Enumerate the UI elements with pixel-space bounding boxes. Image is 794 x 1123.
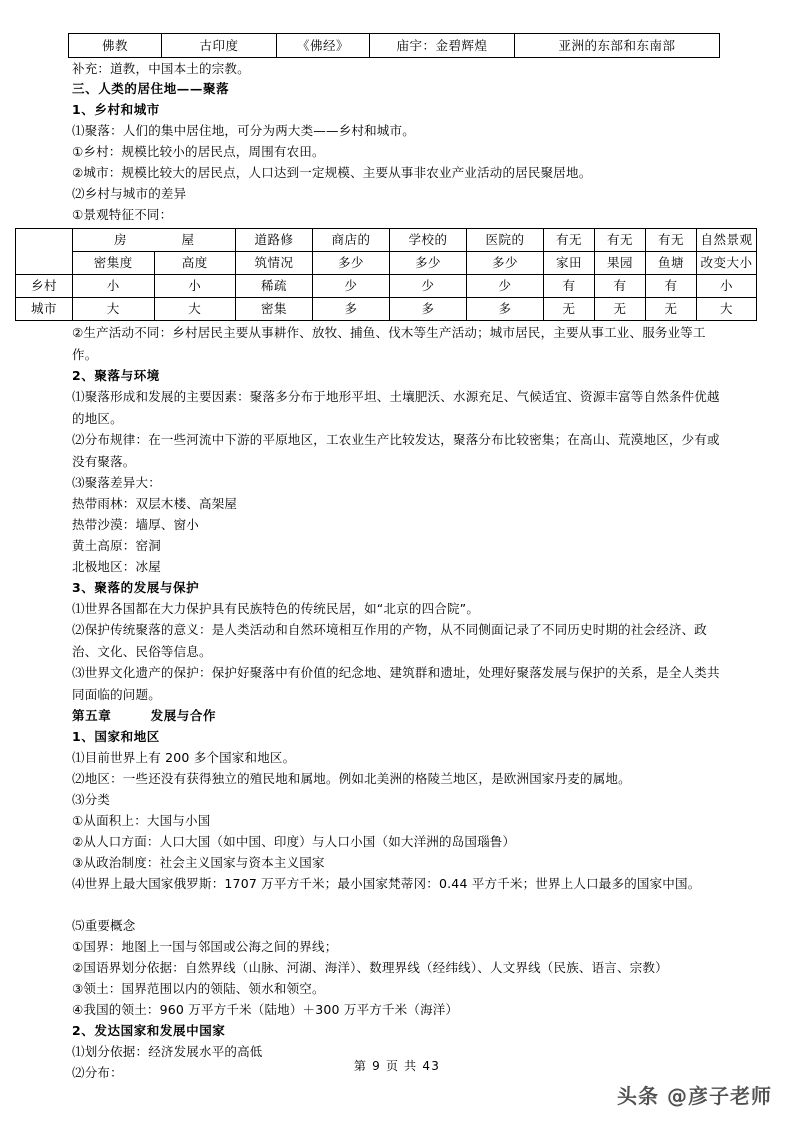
sec1-para-1 [72,120,728,142]
cell-city-height: 大 [154,298,236,321]
col-header-fishpond: 有无 [646,229,697,252]
cell-village-hospitals: 少 [467,275,544,298]
religion-scripture-cell: 《佛经》 [277,34,370,58]
sec3-para-2 [72,619,728,662]
col-header-schools: 学校的 [390,229,467,252]
sec2-p5-text: 热带沙漠：墙厚、窗小 [72,517,200,532]
col-header-hospitals: 医院的 [467,229,544,252]
religion-region-cell: 亚洲的东部和东南部 [515,34,720,58]
sec2-p3-text: ⑶聚落差异大： [72,475,161,490]
sec1-para-3 [72,162,728,184]
cell-city-schools: 多 [390,298,467,321]
sec3-para-1 [72,598,728,620]
sec1-p4-text: ⑵乡村与城市的差异 [72,186,187,201]
corner-cell [16,229,73,275]
col-subheader-farmland: 家田 [544,252,595,275]
watermark [617,1080,772,1109]
chapter5-title [72,705,728,727]
cell-village-height: 小 [154,275,236,298]
sec3-p3-text: ⑶世界文化遗产的保护：保护好聚落中有价值的纪念地、建筑群和遗址，处理好聚落发展与保护的关系，是全人类共同面临的问题。 [72,665,720,702]
ch5-sec2-p1-text: ⑴划分依据：经济发展水平的高低 [72,1044,263,1059]
sec2-p1-text: ⑴聚落形成和发展的主要因素：聚落多分布于地形平坦、土壤肥沃、水源充足、气候适宜、资源丰富等自然条件优越的地区。 [72,389,720,426]
house-group-label: 房 屋 [113,232,204,248]
cell-village-road: 稀疏 [236,275,313,298]
sec2-p2-text: ⑵分布规律：在一些河流中下游的平原地区，工农业生产比较发达，聚落分布比较密集；在高山、荒漠地区，少有或没有聚落。 [72,432,720,469]
ch5-p9-text: ①国界：地图上一国与邻国或公海之间的界线； [72,939,338,954]
cell-city-fishpond: 无 [646,298,697,321]
ch5-sec1-title [72,726,728,748]
sec3-p2-text: ⑵保护传统聚落的意义：是人类活动和自然环境相互作用的产物，从不同侧面记录了不同历史时期的社会经济、政治、文化、民俗等信息。 [72,622,708,659]
cell-village-landscape: 小 [697,275,757,298]
ch5-para-2 [72,768,728,790]
house-group-header [73,229,236,252]
sec2-para-2 [72,429,728,472]
sec1-para-6 [72,322,728,365]
ch5-para-10 [72,957,752,979]
sec1-title-text: 1、乡村和城市 [72,102,160,117]
col-subheader-orchard: 果园 [595,252,646,275]
sec2-para-4 [72,493,728,515]
cell-city-orchard: 无 [595,298,646,321]
ch5-p10-text: ②国语界划分依据：自然界线（山脉、河湖、海洋）、数理界线（经纬线）、人文界线（民族、语言、宗教） [72,960,668,975]
sec3-title [72,577,728,599]
cell-village-orchard: 有 [595,275,646,298]
sec2-title [72,365,728,387]
sec2-para-3 [72,472,728,494]
table-header-row-top [16,229,757,252]
cell-city-road: 密集 [236,298,313,321]
cell-city-landscape: 大 [697,298,757,321]
religion-name-cell: 佛教 [69,34,162,58]
col-header-orchard: 有无 [595,229,646,252]
ch5-para-9 [72,936,728,958]
ch5-para-8 [72,915,728,937]
col-subheader-fishpond: 鱼塘 [646,252,697,275]
ch5-sec2-title [72,1020,728,1042]
sec2-p7-text: 北极地区：冰屋 [72,559,161,574]
religion-origin-cell: 古印度 [162,34,277,58]
cell-village-schools: 少 [390,275,467,298]
cell-village-fishpond: 有 [646,275,697,298]
ch5-p2-text: ⑵地区：一些还没有获得独立的殖民地和属地。例如北美洲的格陵兰地区，是欧洲国家丹麦的属地。 [72,771,631,786]
col-header-farmland: 有无 [544,229,595,252]
sec1-p1-text: ⑴聚落：人们的集中居住地，可分为两大类——乡村和城市。 [72,123,415,138]
sec1-p3-text: ②城市：规模比较大的居民点，人口达到一定规模、主要从事非农业产业活动的居民聚居地。 [72,165,592,180]
col-subheader-schools: 多少 [390,252,467,275]
row-label-city: 城市 [16,298,73,321]
col-header-road: 道路修 [236,229,313,252]
sec2-p4-text: 热带雨林：双层木楼、高架屋 [72,496,238,511]
sec2-para-6 [72,535,728,557]
sec2-para-5 [72,514,728,536]
sec1-title [72,99,728,121]
religion-building-cell: 庙宇：金碧辉煌 [370,34,515,58]
ch5-para-12 [72,999,728,1021]
ch5-para-6 [72,852,728,874]
col-subheader-height: 高度 [154,252,236,275]
ch5-para-3 [72,789,728,811]
table-header-row-bottom [16,252,757,275]
cell-village-farmland: 有 [544,275,595,298]
table-row [16,298,757,321]
table-row [16,275,757,298]
ch5-p3-text: ⑶分类 [72,792,111,807]
page-number-label: 第 9 页 共 43 [353,1059,441,1073]
sec3-p1-text: ⑴世界各国都在大力保护具有民族特色的传统民居，如“北京的四合院”。 [72,601,480,616]
sec3-title-text: 3、聚落的发展与保护 [72,580,200,595]
sec2-para-7 [72,556,728,578]
supplement-text: 补充：道教，中国本土的宗教。 [72,61,250,76]
sec1-p2-text: ①乡村：规模比较小的居民点，周围有农田。 [72,144,325,159]
ch5-para-7 [72,873,728,895]
ch5-p7-text: ⑷世界上最大国家俄罗斯：1707 万平方千米；最小国家梵蒂冈：0.44 平方千米；世界上人口最多的国家中国。 [72,876,701,891]
cell-village-shops: 少 [313,275,390,298]
ch5-p4-text: ①从面积上：大国与小国 [72,813,211,828]
watermark-text: 头条 @彦子老师 [617,1084,772,1108]
row-label-village: 乡村 [16,275,73,298]
village-city-comparison-table [15,228,757,321]
ch5-sec2-p2-text: ⑵分布： [72,1065,123,1080]
col-header-shops: 商店的 [313,229,390,252]
col-subheader-hospitals: 多少 [467,252,544,275]
cell-city-density: 大 [73,298,155,321]
ch5-para-1 [72,747,728,769]
cell-city-hospitals: 多 [467,298,544,321]
ch5-para-11 [72,978,728,1000]
col-subheader-shops: 多少 [313,252,390,275]
ch5-sec2-title-text: 2、发达国家和发展中国家 [72,1023,226,1038]
sec2-p6-text: 黄土高原：窑洞 [72,538,161,553]
col-header-landscape: 自然景观 [697,229,757,252]
sec1-p6-text: ②生产活动不同：乡村居民主要从事耕作、放牧、捕鱼、伐木等生产活动；城市居民，主要从事工业、服务业等工作。 [72,325,706,362]
table-row [69,34,720,58]
col-subheader-landscape: 改变大小 [697,252,757,275]
sec1-para-2 [72,141,728,163]
sec2-title-text: 2、聚落与环境 [72,368,160,383]
sec1-para-5 [72,204,728,226]
sec1-para-4 [72,183,728,205]
sec1-p5-text: ①景观特征不同： [72,207,173,222]
ch5-p8-text: ⑸重要概念 [72,918,136,933]
sec2-para-1 [72,386,728,429]
ch5-para-5 [72,831,728,853]
cell-village-density: 小 [73,275,155,298]
ch5-p1-text: ⑴目前世界上有 200 多个国家和地区。 [72,750,296,765]
ch5-p11-text: ③领土：国界范围以内的领陆、领水和领空。 [72,981,325,996]
ch5-p6-text: ③从政治制度：社会主义国家与资本主义国家 [72,855,325,870]
page-footer [0,1057,794,1074]
sec3-para-3 [72,662,728,705]
cell-city-shops: 多 [313,298,390,321]
heading-3-text: 三、人类的居住地——聚落 [72,81,230,96]
ch5-p12-text: ④我国的领土：960 万平方千米（陆地）＋300 万平方千米（海洋） [72,1002,459,1017]
col-subheader-road: 筑情况 [236,252,313,275]
ch5-p5-text: ②从人口方面：人口大国（如中国、印度）与人口小国（如大洋洲的岛国瑙鲁） [72,834,516,849]
section-heading-3 [72,78,728,100]
chapter5-title-text: 第五章 发展与合作 [72,708,217,723]
col-subheader-density: 密集度 [73,252,155,275]
ch5-para-4 [72,810,728,832]
ch5-sec1-title-text: 1、国家和地区 [72,729,160,744]
supplement-line [72,58,728,80]
religion-table [68,33,720,58]
cell-city-farmland: 无 [544,298,595,321]
